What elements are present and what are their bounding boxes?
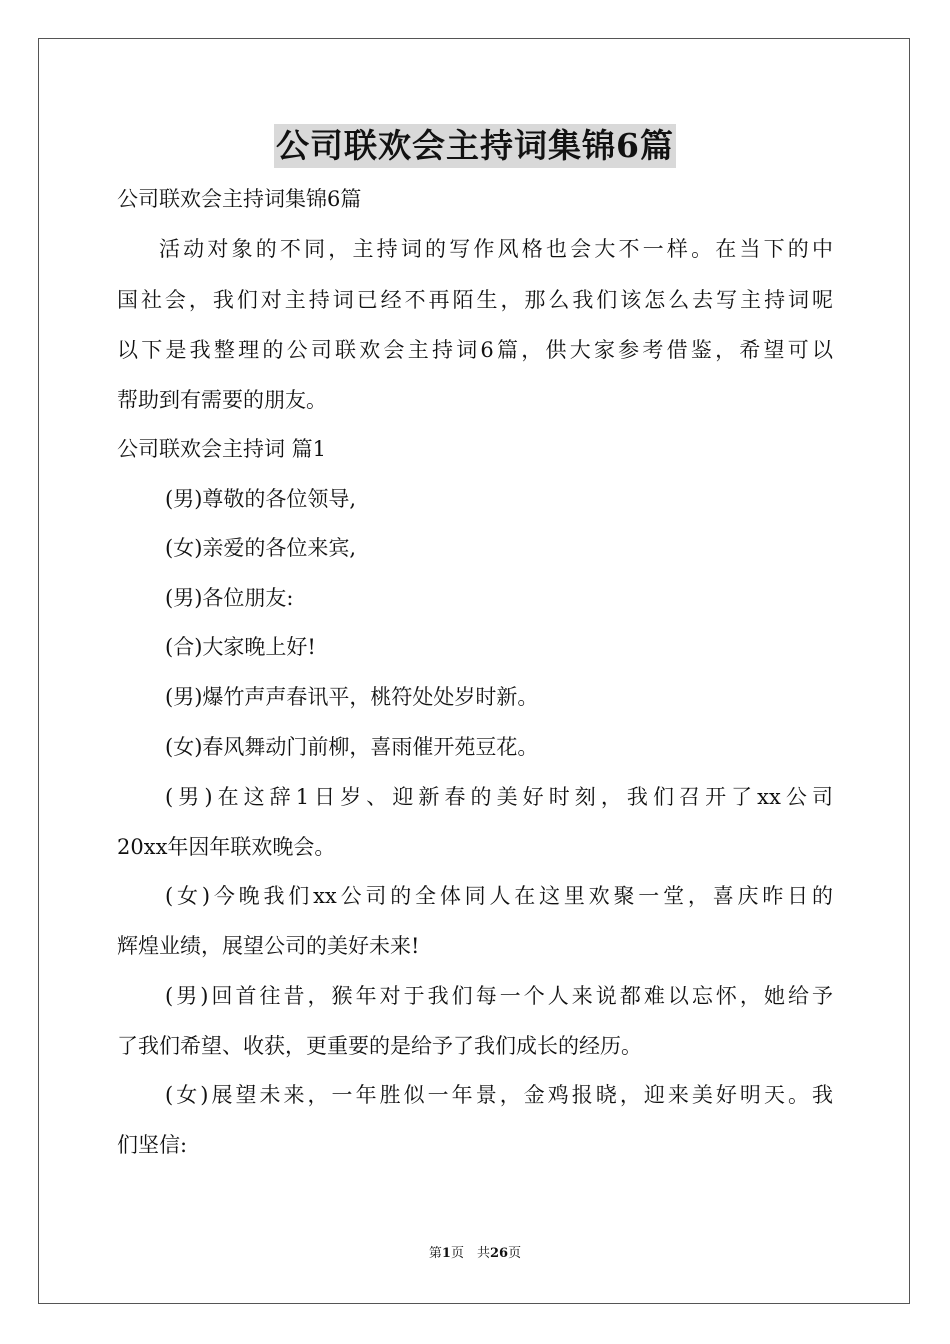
dialogue-line: 20xx年因年联欢晚会。 xyxy=(117,835,336,859)
paragraph-line: 以下是我整理的公司联欢会主持词6篇，供大家参考借鉴，希望可以 xyxy=(117,338,833,362)
current-page-number: 1 xyxy=(441,1246,451,1261)
dialogue-line: (合)大家晚上好! xyxy=(165,635,316,659)
title-container xyxy=(0,124,950,168)
dialogue-line: 了我们希望、收获，更重要的是给予了我们成长的经历。 xyxy=(117,1034,642,1058)
footer-suffix: 页 xyxy=(508,1246,522,1261)
dialogue-line: (男)回首往昔，猴年对于我们每一个人来说都难以忘怀，她给予 xyxy=(165,984,833,1008)
footer-middle: 页 共 xyxy=(450,1246,490,1261)
paragraph-line: 活动对象的不同，主持词的写作风格也会大不一样。在当下的中 xyxy=(159,237,833,261)
dialogue-line: (女)亲爱的各位来宾, xyxy=(165,536,357,560)
dialogue-line: 们坚信: xyxy=(117,1133,188,1157)
dialogue-line: (女)春风舞动门前柳，喜雨催开苑豆花。 xyxy=(165,735,539,759)
dialogue-line: 辉煌业绩，展望公司的美好未来! xyxy=(117,934,420,958)
page-border xyxy=(38,38,910,1304)
dialogue-line: (女)今晚我们xx公司的全体同人在这里欢聚一堂，喜庆昨日的 xyxy=(165,884,833,908)
subtitle-line: 公司联欢会主持词集锦6篇 xyxy=(117,187,362,211)
footer-prefix: 第 xyxy=(428,1246,442,1261)
total-pages: 26 xyxy=(489,1246,509,1261)
dialogue-line: (男)在这辞1日岁、迎新春的美好时刻，我们召开了xx公司 xyxy=(165,785,833,809)
dialogue-line: (男)爆竹声声春讯平，桃符处处岁时新。 xyxy=(165,685,539,709)
document-title: 公司联欢会主持词集锦6篇 xyxy=(274,124,676,168)
page-footer xyxy=(0,1244,950,1264)
section-heading: 公司联欢会主持词 篇1 xyxy=(117,437,327,461)
paragraph-line: 国社会，我们对主持词已经不再陌生，那么我们该怎么去写主持词呢 xyxy=(117,288,833,312)
dialogue-line: (女)展望未来，一年胜似一年景，金鸡报晓，迎来美好明天。我 xyxy=(165,1083,833,1107)
paragraph-line: 帮助到有需要的朋友。 xyxy=(117,388,327,412)
dialogue-line: (男)尊敬的各位领导, xyxy=(165,487,357,511)
dialogue-line: (男)各位朋友: xyxy=(165,586,294,610)
